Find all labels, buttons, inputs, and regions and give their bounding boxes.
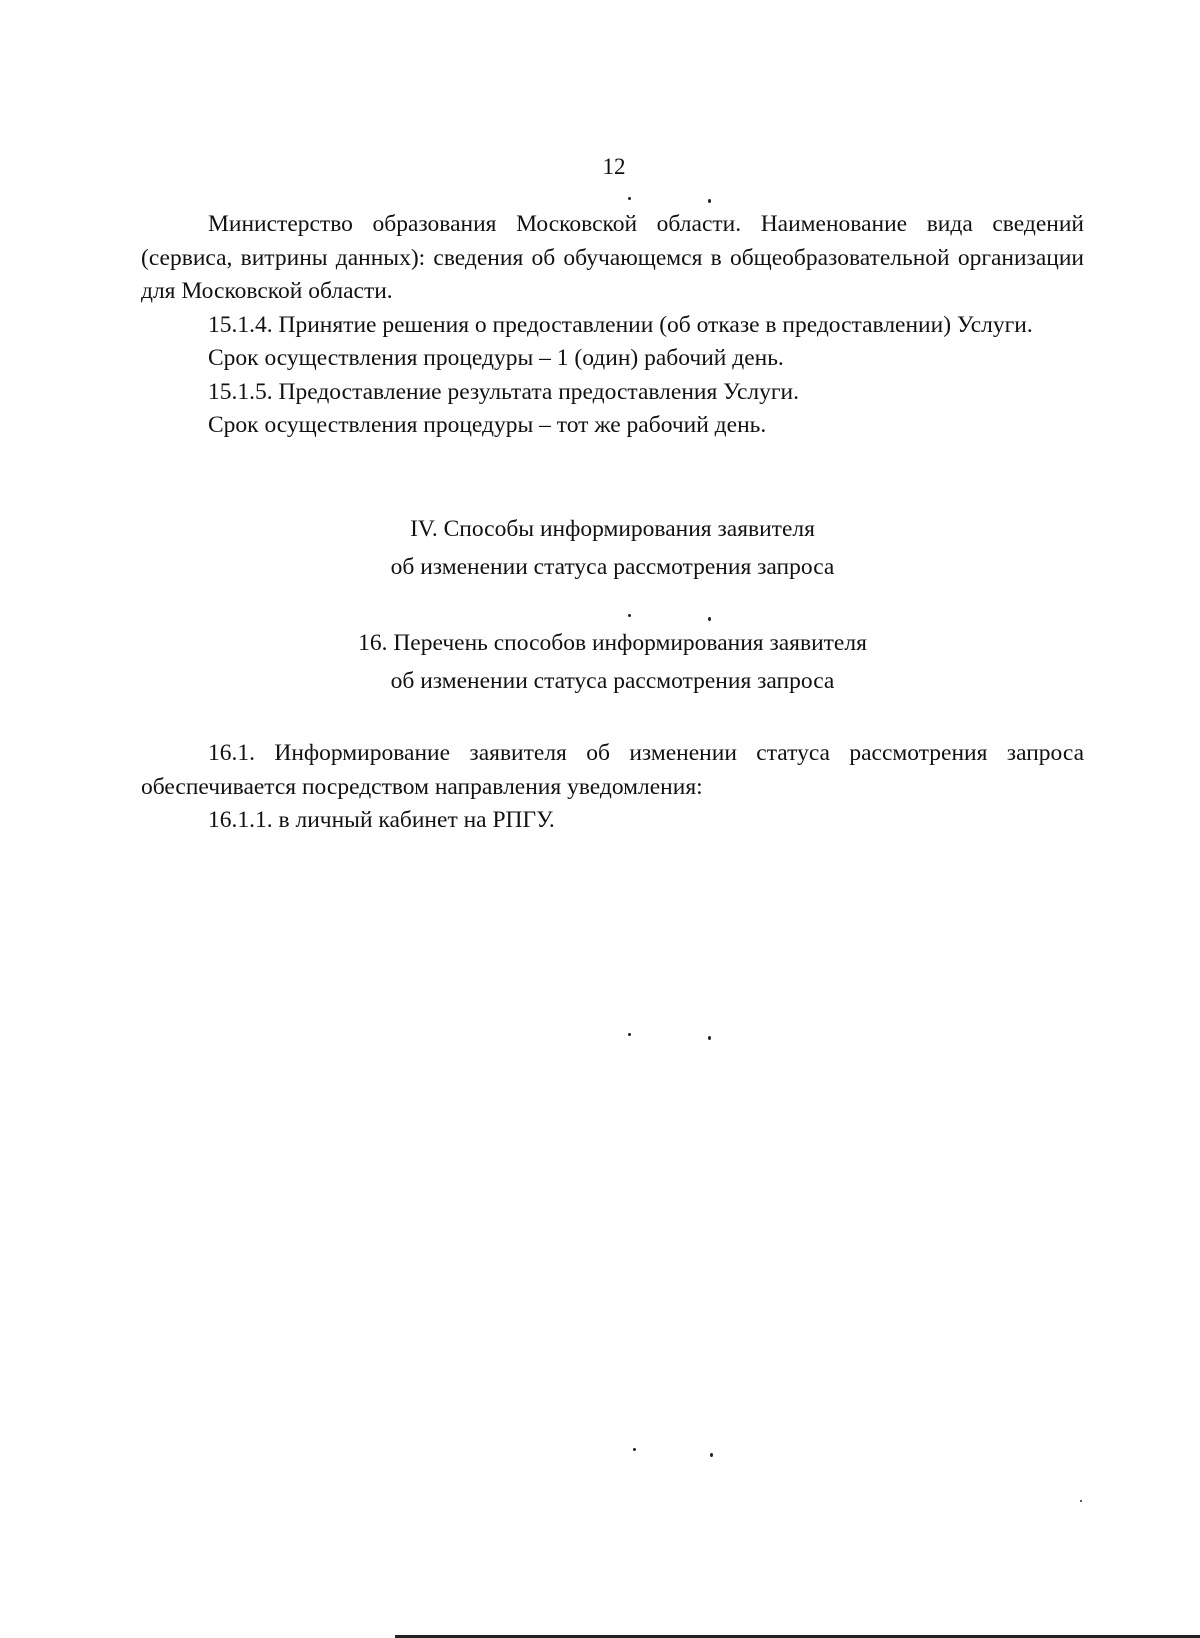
- section-iv-heading-line1: IV. Способы информирования заявителя: [410, 516, 815, 542]
- section-iv-heading: [141, 510, 1084, 586]
- scan-speck: [628, 614, 631, 617]
- paragraph-deadline-1: Срок осуществления процедуры – 1 (один) рабочий день.: [208, 345, 784, 371]
- paragraph-15-1-5: 15.1.5. Предоставление результата предоставления Услуги.: [208, 378, 799, 405]
- paragraph-deadline-2: Срок осуществления процедуры – тот же рабочий день.: [208, 412, 767, 438]
- scan-speck: [708, 199, 711, 203]
- section-15-text: [141, 208, 1084, 443]
- section-16-heading: [141, 624, 1084, 700]
- scan-speck: [628, 1033, 631, 1036]
- scan-speck: [628, 197, 631, 200]
- paragraph-15-1-4: 15.1.4. Принятие решения о предоставлении (об отказе в предоставлении) Услуги.: [208, 311, 1033, 338]
- scan-speck: [708, 617, 711, 621]
- section-16-text: [141, 737, 1084, 838]
- page-number: 12: [602, 154, 626, 179]
- paragraph-ministry-info: Министерство образования Московской области. Наименование вида сведений (сервиса, витрины данных): сведения об обучающемся в общеобразовательной организации для Московской области.: [141, 211, 1084, 304]
- section-iv-heading-line2: об изменении статуса рассмотрения запроса: [390, 554, 835, 580]
- scan-speck: [708, 1036, 711, 1040]
- section-16-heading-line2: об изменении статуса рассмотрения запроса: [390, 668, 835, 694]
- scan-speck: [633, 1448, 636, 1451]
- scan-speck: [1080, 1500, 1082, 1502]
- scan-speck: [710, 1453, 713, 1457]
- paragraph-16-1: 16.1. Информирование заявителя об изменении статуса рассмотрения запроса обеспечивается посредством направления уведомления:: [141, 740, 1084, 800]
- section-16-heading-line1: 16. Перечень способов информирования заявителя: [358, 630, 867, 656]
- paragraph-16-1-1: 16.1.1. в личный кабинет на РПГУ.: [208, 807, 555, 833]
